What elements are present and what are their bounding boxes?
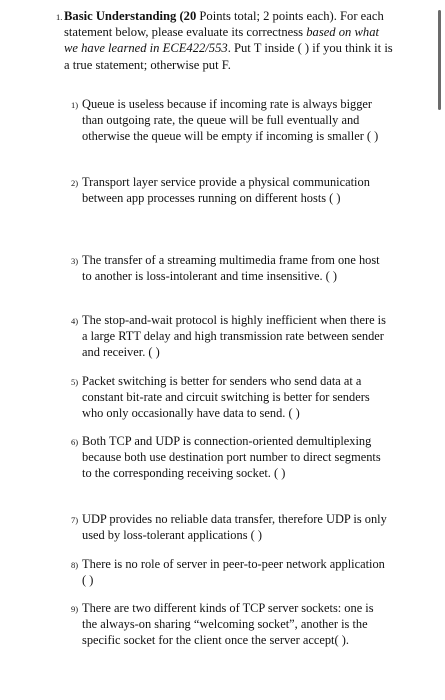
question-number: 3) <box>71 256 79 266</box>
question-text: Both TCP and UDP is connection-oriented demultiplexing because both use destination port number to direct segments to the corresponding receiving socket. ( ) <box>82 434 381 481</box>
section-title: Basic Understanding (20 <box>64 9 197 23</box>
scrollbar[interactable] <box>438 10 441 110</box>
question-text: The stop-and-wait protocol is highly inefficient when there is a large RTT delay and high transmission rate between sender and receiver. ( ) <box>82 313 386 360</box>
question-number: 6) <box>71 437 79 447</box>
question-text: Queue is useless because if incoming rate is always bigger than outgoing rate, the queue will be full eventually and otherwise the queue will be empty if incoming is smaller ( ) <box>82 97 379 144</box>
question-number: 5) <box>71 377 79 387</box>
question-number: 9) <box>71 604 79 614</box>
question-4 <box>71 312 387 360</box>
question-7 <box>71 511 387 543</box>
question-text: UDP provides no reliable data transfer, therefore UDP is only used by loss-tolerant applications ( ) <box>82 512 387 543</box>
question-9 <box>71 600 387 648</box>
question-number: 1) <box>71 100 79 110</box>
question-6 <box>71 433 387 481</box>
question-text: There is no role of server in peer-to-peer network application ( ) <box>82 557 385 588</box>
question-text: The transfer of a streaming multimedia frame from one host to another is loss-intolerant and time insensitive. ( ) <box>82 253 380 284</box>
question-text: There are two different kinds of TCP server sockets: one is the always-on sharing “welcoming socket”, another is the specific socket for the client once the server accept( ). <box>82 601 374 648</box>
section-intro: Points total; 2 points each). For each statement below, please evaluate its correctness <box>64 9 384 40</box>
question-number: 8) <box>71 560 79 570</box>
question-text: Packet switching is better for senders who send data at a constant bit-rate and circuit switching is better for senders who only occasionally have data to send. ( ) <box>82 374 370 421</box>
section-intro-italic: based on what we have learned in ECE422/553 <box>64 25 379 56</box>
question-3 <box>71 252 387 284</box>
section-header <box>56 8 394 73</box>
section-number: 1. <box>56 12 63 22</box>
question-2 <box>71 174 387 206</box>
question-number: 4) <box>71 316 79 326</box>
question-number: 7) <box>71 515 79 525</box>
question-text: Transport layer service provide a physical communication between app processes running on different hosts ( ) <box>82 175 370 206</box>
section-intro-tail: . Put T inside ( ) if you think it is a true statement; otherwise put F. <box>64 41 393 72</box>
question-8 <box>71 556 387 588</box>
question-number: 2) <box>71 178 79 188</box>
question-5 <box>71 373 387 421</box>
question-1 <box>71 96 387 144</box>
